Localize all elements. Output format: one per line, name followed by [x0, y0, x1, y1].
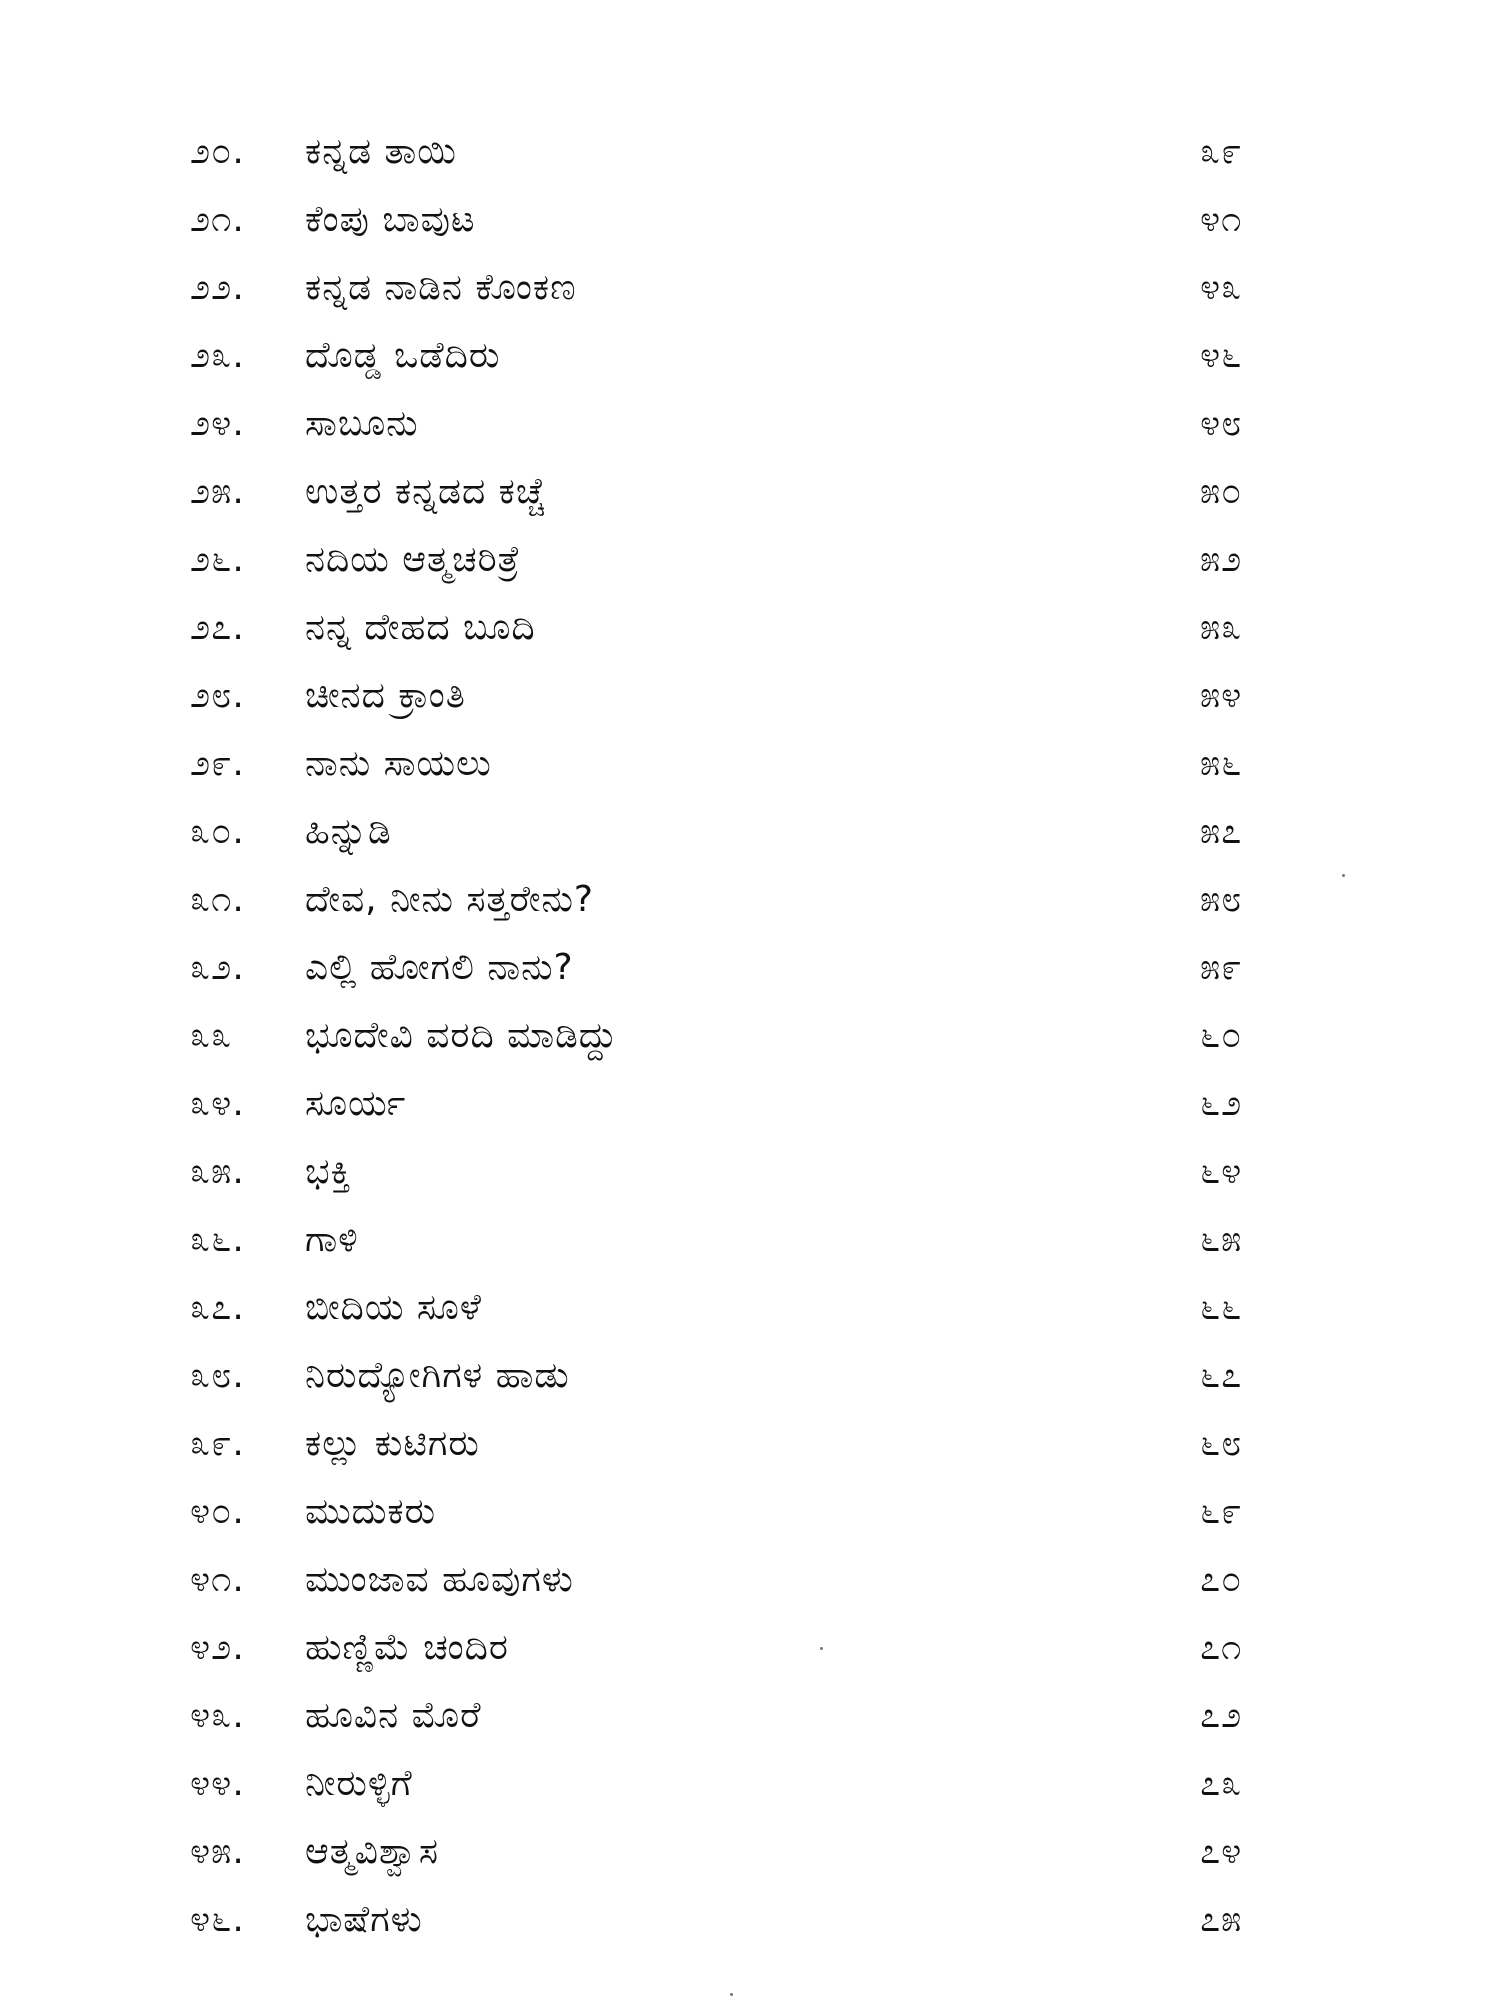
toc-entry — [190, 798, 1330, 866]
toc-entry — [190, 1002, 1330, 1070]
toc-entry — [190, 1818, 1330, 1886]
entry-number: ೨೭. — [190, 607, 245, 648]
entry-title: ಸಾಬೂನು — [305, 403, 419, 444]
entry-title: ಹೂವಿನ ಮೊರೆ — [305, 1695, 482, 1736]
entry-page-number: ೩೯ — [1200, 131, 1243, 172]
toc-entry — [190, 526, 1330, 594]
toc-entry — [190, 1478, 1330, 1546]
toc-entry — [190, 390, 1330, 458]
entry-page-number: ೬೯ — [1200, 1491, 1243, 1532]
toc-entry — [190, 322, 1330, 390]
entry-number: ೪೫. — [190, 1831, 245, 1872]
entry-page-number: ೭೨ — [1200, 1695, 1243, 1736]
toc-entry — [190, 186, 1330, 254]
toc-entry — [190, 1750, 1330, 1818]
entry-page-number: ೬೬ — [1200, 1287, 1243, 1328]
entry-title: ನದಿಯ ಆತ್ಮಚರಿತ್ರೆ — [305, 539, 521, 580]
entry-number: ೨೦. — [190, 131, 245, 172]
toc-entry — [190, 1886, 1330, 1954]
entry-number: ೨೨. — [190, 267, 245, 308]
entry-number: ೩೪. — [190, 1083, 245, 1124]
entry-page-number: ೫೮ — [1200, 879, 1243, 920]
entry-title: ಕೆಂಪು ಬಾವುಟ — [305, 199, 476, 240]
entry-title: ಎಲ್ಲಿ ಹೋಗಲಿ ನಾನು? — [305, 947, 574, 988]
entry-title: ಹಿನ್ನುಡಿ — [305, 811, 392, 852]
toc-entry — [190, 934, 1330, 1002]
entry-title: ನಾನು ಸಾಯಲು — [305, 743, 492, 784]
entry-page-number: ೭೧ — [1200, 1627, 1243, 1668]
entry-number: ೨೪. — [190, 403, 245, 444]
entry-page-number: ೬೫ — [1200, 1219, 1243, 1260]
entry-title: ಕಲ್ಲು ಕುಟಿಗರು — [305, 1423, 480, 1464]
entry-page-number: ೫೦ — [1200, 471, 1243, 512]
toc-entry — [190, 1410, 1330, 1478]
entry-page-number: ೪೩ — [1200, 267, 1243, 308]
entry-page-number: ೪೧ — [1200, 199, 1243, 240]
toc-entry — [190, 1342, 1330, 1410]
entry-title: ಉತ್ತರ ಕನ್ನಡದ ಕಚ್ಚೆ — [305, 471, 547, 512]
entry-page-number: ೫೪ — [1200, 675, 1243, 716]
toc-entry — [190, 594, 1330, 662]
toc-entry — [190, 118, 1330, 186]
entry-title: ಮುದುಕರು — [305, 1491, 437, 1532]
entry-title: ಭಾಷೆಗಳು — [305, 1899, 423, 1940]
entry-title: ಚೀನದ ಕ್ರಾಂತಿ — [305, 675, 466, 716]
toc-entry — [190, 866, 1330, 934]
entry-title: ಬೀದಿಯ ಸೂಳೆ — [305, 1287, 482, 1328]
entry-number: ೪೬. — [190, 1899, 245, 1940]
entry-title: ಕನ್ನಡ ತಾಯಿ — [305, 131, 457, 172]
entry-number: ೩೫. — [190, 1151, 245, 1192]
entry-number: ೨೮. — [190, 675, 245, 716]
entry-number: ೪೩. — [190, 1695, 245, 1736]
toc-entry — [190, 1682, 1330, 1750]
entry-title: ನೀರುಳ್ಳಿಗೆ — [305, 1763, 413, 1804]
entry-page-number: ೫೩ — [1200, 607, 1243, 648]
entry-number: ೩೧. — [190, 879, 245, 920]
entry-page-number: ೭೪ — [1200, 1831, 1243, 1872]
entry-page-number: ೭೦ — [1200, 1559, 1243, 1600]
entry-page-number: ೪೮ — [1200, 403, 1243, 444]
toc-entry — [190, 1274, 1330, 1342]
entry-title: ಆತ್ಮವಿಶ್ವಾಸ — [305, 1831, 439, 1872]
entry-number: ೩೯. — [190, 1423, 245, 1464]
entry-title: ನನ್ನ ದೇಹದ ಬೂದಿ — [305, 607, 536, 648]
entry-title: ಗಾಳಿ — [305, 1219, 359, 1260]
entry-title: ಭಕ್ತಿ — [305, 1151, 352, 1192]
scan-speck — [820, 1647, 823, 1650]
entry-number: ೪೨. — [190, 1627, 245, 1668]
entry-page-number: ೬೪ — [1200, 1151, 1243, 1192]
toc-entry — [190, 1206, 1330, 1274]
entry-number: ೨೫. — [190, 471, 245, 512]
table-of-contents — [190, 118, 1330, 1954]
toc-entry — [190, 1614, 1330, 1682]
toc-entry — [190, 730, 1330, 798]
entry-page-number: ೫೭ — [1200, 811, 1243, 852]
toc-entry — [190, 662, 1330, 730]
entry-number: ೪೦. — [190, 1491, 245, 1532]
entry-number: ೨೩. — [190, 335, 245, 376]
entry-page-number: ೫೯ — [1200, 947, 1243, 988]
entry-page-number: ೫೬ — [1200, 743, 1243, 784]
scan-speck — [730, 1993, 733, 1996]
entry-page-number: ೬೨ — [1200, 1083, 1243, 1124]
entry-title: ಕನ್ನಡ ನಾಡಿನ ಕೊಂಕಣ — [305, 267, 577, 308]
entry-page-number: ೪೬ — [1200, 335, 1243, 376]
entry-number: ೨೧. — [190, 199, 245, 240]
toc-entry — [190, 1546, 1330, 1614]
entry-page-number: ೬೭ — [1200, 1355, 1243, 1396]
entry-title: ಹುಣ್ಣಿಮೆ ಚಂದಿರ — [305, 1627, 509, 1668]
entry-number: ೪೧. — [190, 1559, 245, 1600]
entry-title: ದೇವ, ನೀನು ಸತ್ತರೇನು? — [305, 879, 595, 920]
toc-entry — [190, 1070, 1330, 1138]
entry-number: ೩೦. — [190, 811, 245, 852]
toc-entry — [190, 1138, 1330, 1206]
entry-number: ೩೩ — [190, 1015, 233, 1056]
scan-speck — [1342, 874, 1345, 877]
entry-page-number: ೬೦ — [1200, 1015, 1243, 1056]
entry-title: ನಿರುದ್ಯೋಗಿಗಳ ಹಾಡು — [305, 1355, 570, 1396]
entry-title: ಮುಂಜಾವ ಹೂವುಗಳು — [305, 1559, 574, 1600]
entry-title: ದೊಡ್ಡ ಒಡೆದಿರು — [305, 335, 501, 376]
entry-number: ೨೯. — [190, 743, 245, 784]
entry-page-number: ೫೨ — [1200, 539, 1243, 580]
entry-page-number: ೭೩ — [1200, 1763, 1243, 1804]
entry-number: ೪೪. — [190, 1763, 245, 1804]
entry-number: ೩೬. — [190, 1219, 245, 1260]
toc-entry — [190, 254, 1330, 322]
entry-page-number: ೬೮ — [1200, 1423, 1243, 1464]
entry-page-number: ೭೫ — [1200, 1899, 1243, 1940]
entry-number: ೩೭. — [190, 1287, 245, 1328]
entry-number: ೩೨. — [190, 947, 245, 988]
entry-number: ೩೮. — [190, 1355, 245, 1396]
entry-number: ೨೬. — [190, 539, 245, 580]
toc-entry — [190, 458, 1330, 526]
entry-title: ಸೂರ್ಯ — [305, 1083, 407, 1124]
entry-title: ಭೂದೇವಿ ವರದಿ ಮಾಡಿದ್ದು — [305, 1015, 618, 1056]
